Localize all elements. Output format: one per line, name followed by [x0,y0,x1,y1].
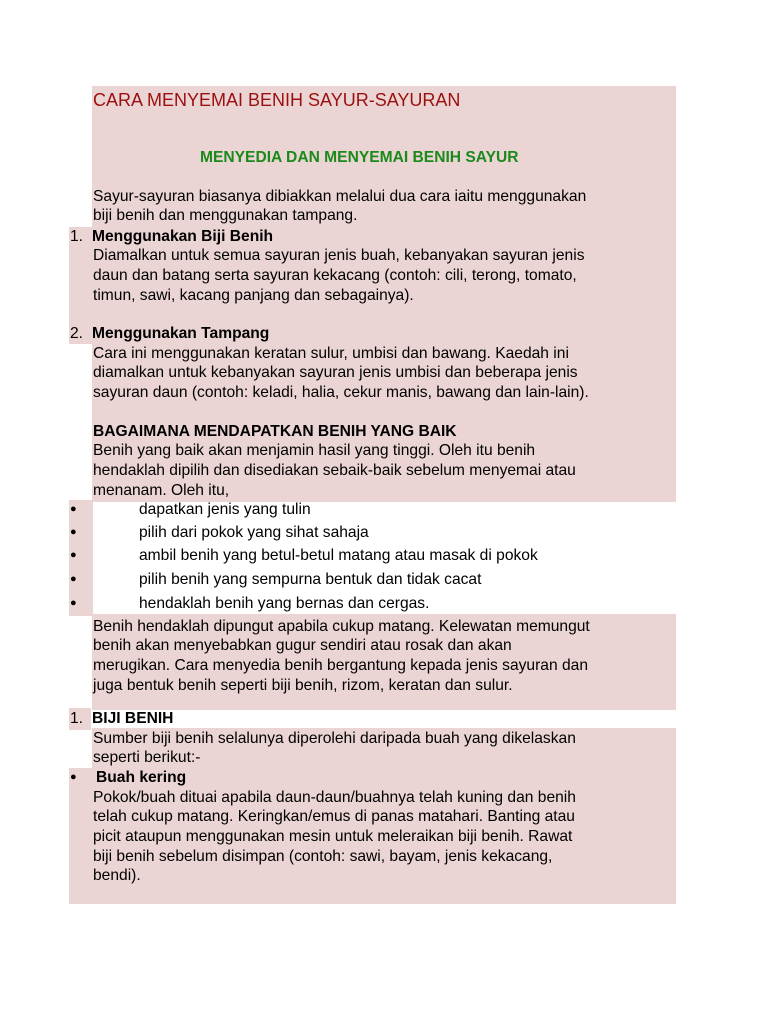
section-line: biji benih sebelum disimpan (contoh: sawi, bayam, jenis kekacang, [93,848,553,865]
section-line: seperti berikut:- [93,749,201,766]
bullet-icon: ● [70,573,77,585]
bullet-icon: ● [70,526,77,538]
section-line: Benih hendaklah dipungut apabila cukup matang. Kelewatan memungut [93,618,590,635]
bullet-icon: ● [70,549,77,561]
section-line: picit ataupun menggunakan mesin untuk meleraikan biji benih. Rawat [93,828,573,845]
section-number: 2. [70,325,84,342]
section-line: Benih yang baik akan menjamin hasil yang tinggi. Oleh itu benih [93,442,536,459]
section-heading: BIJI BENIH [92,710,174,727]
bullet-icon: ● [70,597,77,609]
section-line: daun dan batang serta sayuran kekacang (contoh: cili, terong, tomato, [93,267,577,284]
section-line: Diamalkan untuk semua sayuran jenis buah, kebanyakan sayuran jenis [93,247,585,264]
section-number: 1. [70,228,84,245]
page-title: CARA MENYEMAI BENIH SAYUR-SAYURAN [93,90,461,110]
highlight-block-gap [92,698,676,710]
list-item-text: ambil benih yang betul-betul matang atau masak di pokok [139,547,538,564]
intro-line: biji benih dan menggunakan tampang. [93,207,358,224]
page-subtitle: MENYEDIA DAN MENYEMAI BENIH SAYUR [200,149,519,166]
section-number: 1. [70,710,84,727]
section-line: benih akan menyebabkan gugur sendiri atau rosak dan akan [93,637,512,654]
section-line: Sumber biji benih selalunya diperolehi daripada buah yang dikelaskan [93,730,576,747]
subsection-heading: Buah kering [96,769,187,786]
section-line: Cara ini menggunakan keratan sulur, umbisi dan bawang. Kaedah ini [93,345,569,362]
section-heading: Menggunakan Tampang [92,325,270,342]
section-line: sayuran daun (contoh: keladi, halia, cekur manis, bawang dan lain-lain). [93,384,589,401]
section-line: menanam. Oleh itu, [93,482,230,499]
bullet-icon: ● [70,771,77,783]
section-line: bendi). [93,867,141,884]
section-line: timun, sawi, kacang panjang dan sebagainya). [93,287,414,304]
list-item-text: pilih benih yang sempurna bentuk dan tidak cacat [139,571,482,588]
list-item-text: dapatkan jenis yang tulin [139,501,311,518]
bullet-icon: ● [70,503,77,515]
intro-line: Sayur-sayuran biasanya dibiakkan melalui dua cara iaitu menggunakan [93,188,587,205]
section-heading: Menggunakan Biji Benih [92,228,274,245]
list-item-text: hendaklah benih yang bernas dan cergas. [139,595,430,612]
section-line: Pokok/buah dituai apabila daun-daun/buahnya telah kuning dan benih [93,789,576,806]
section-line: hendaklah dipilih dan disediakan sebaik-baik sebelum menyemai atau [93,462,576,479]
section-heading: BAGAIMANA MENDAPATKAN BENIH YANG BAIK [93,423,457,440]
section-line: juga bentuk benih seperti biji benih, rizom, keratan dan sulur. [93,677,513,694]
section-line: telah cukup matang. Keringkan/emus di panas matahari. Banting atau [93,808,575,825]
section-line: merugikan. Cara menyedia benih bergantung kepada jenis sayuran dan [93,657,588,674]
list-item-text: pilih dari pokok yang sihat sahaja [139,524,369,541]
section-line: diamalkan untuk kebanyakan sayuran jenis umbisi dan beberapa jenis [93,364,578,381]
